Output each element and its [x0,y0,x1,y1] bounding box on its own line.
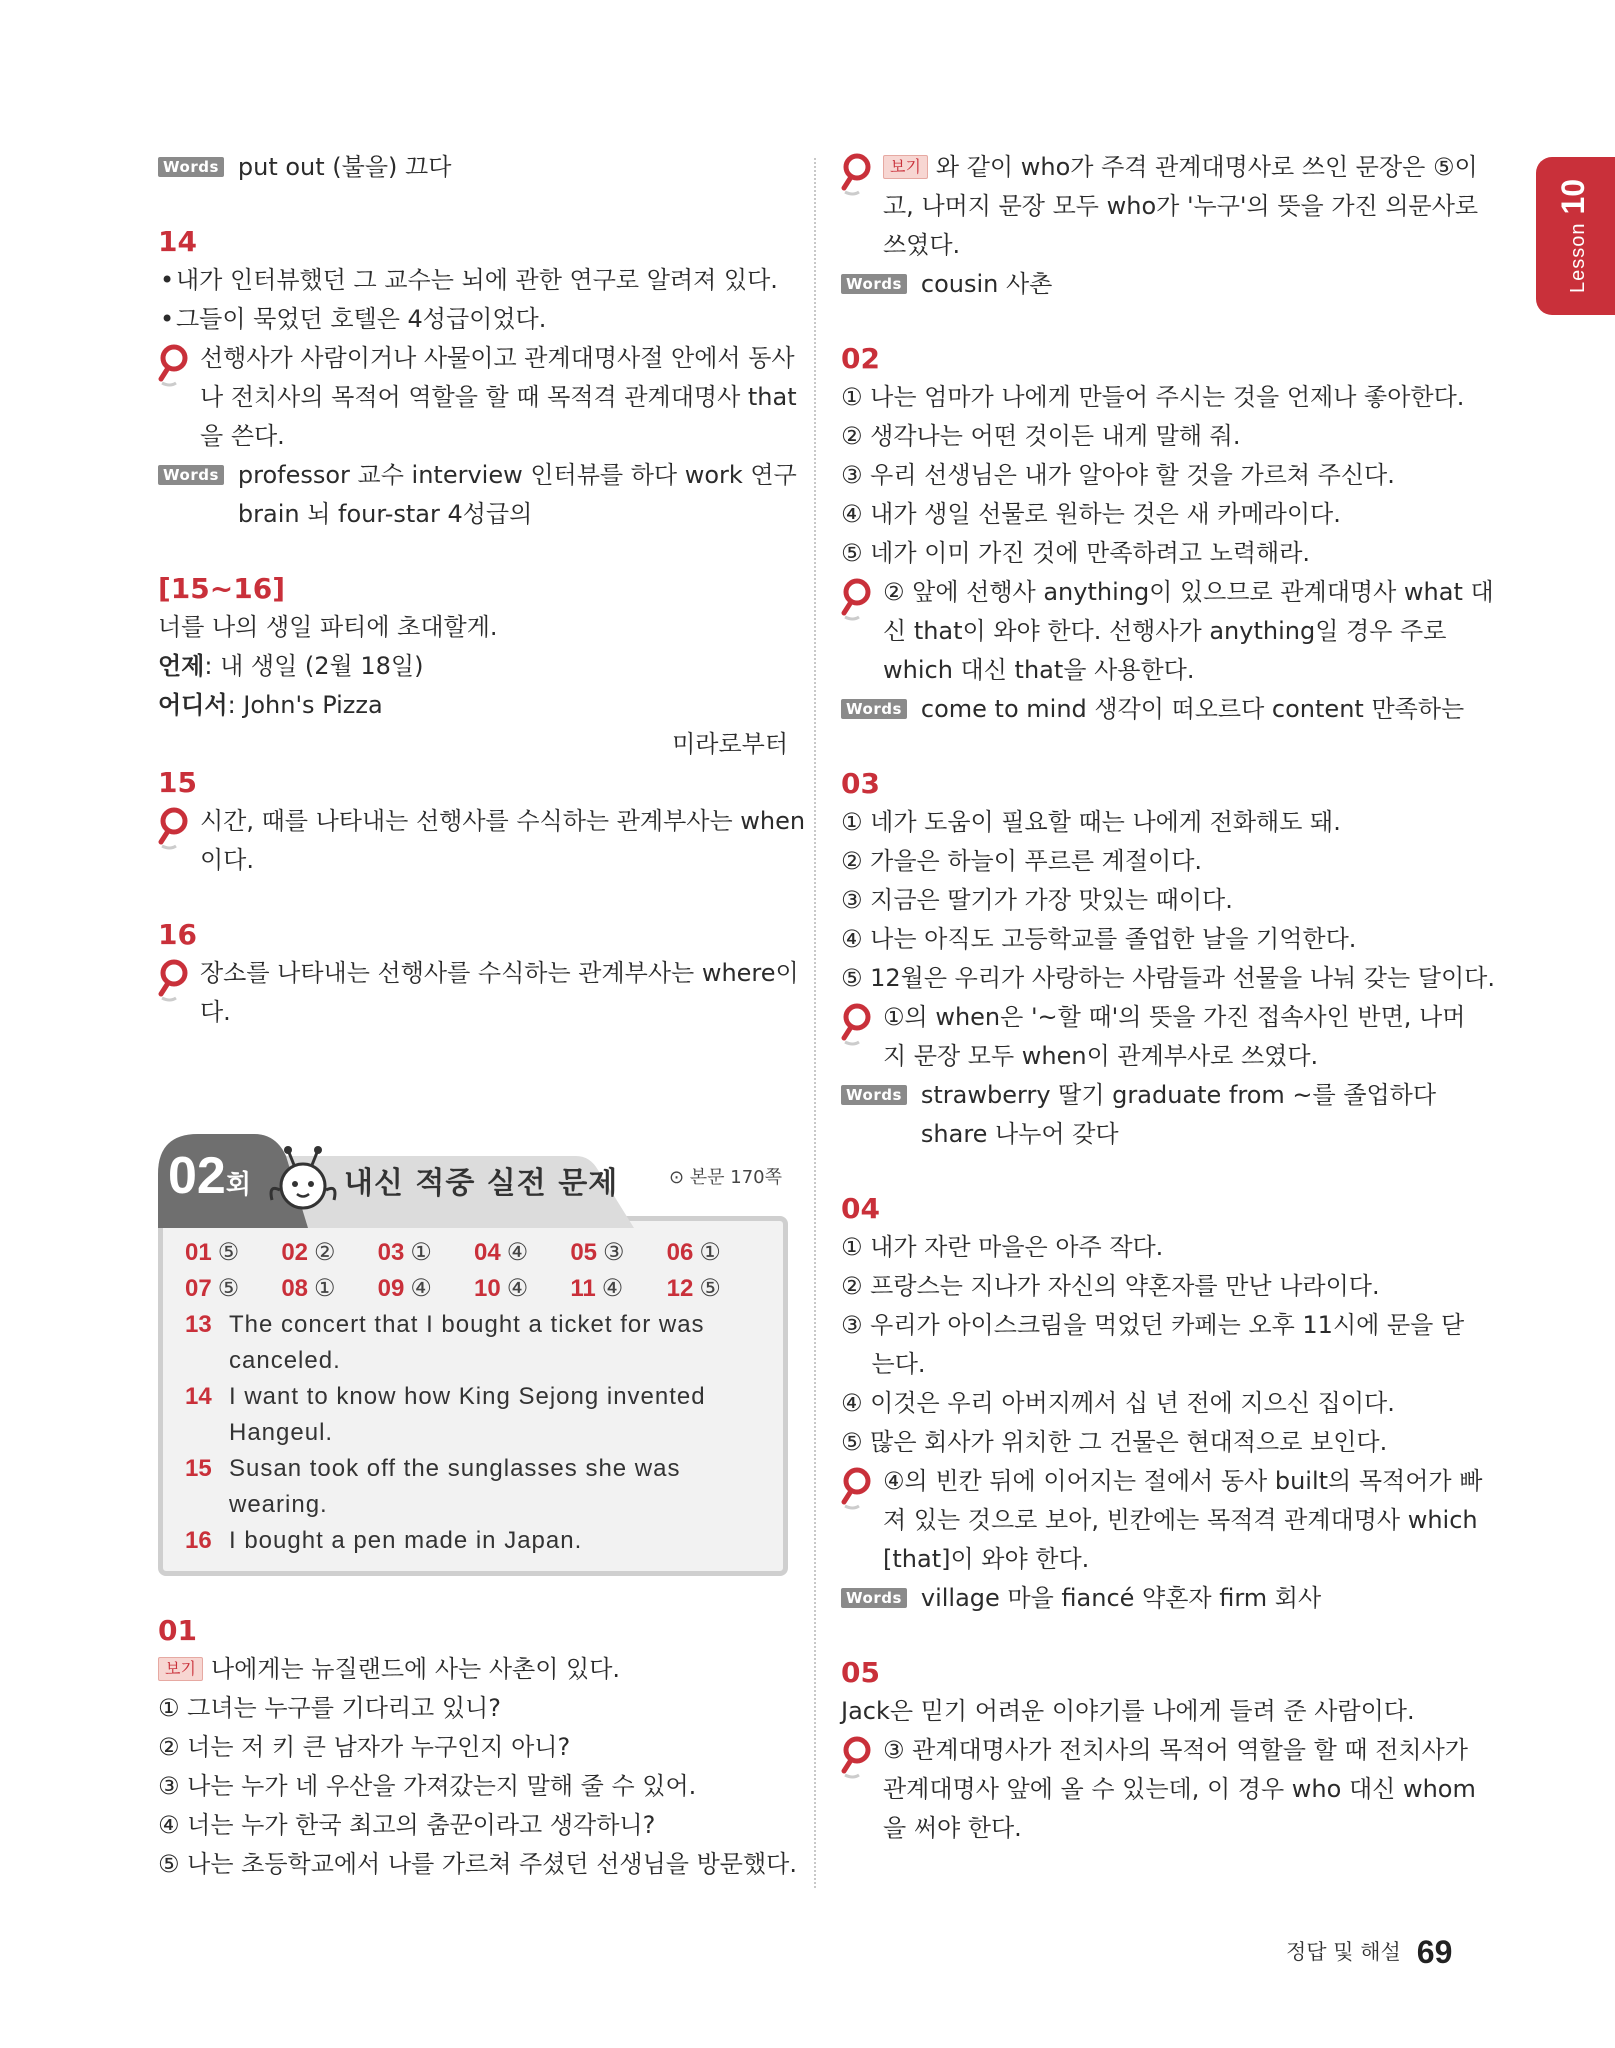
explanation-line: 지 문장 모두 when이 관계부사로 쓰였다. [883,1042,1319,1070]
choice-item: ④ 이것은 우리 아버지께서 십 년 전에 지으신 집이다. [841,1389,1395,1417]
page-ref-text: 본문 170쪽 [689,1167,782,1188]
bullet: • 내가 인터뷰했던 그 교수는 뇌에 관한 연구로 알려져 있다. [158,261,788,300]
explanation-line: 져 있는 것으로 보아, 빈칸에는 목적격 관계대명사 which [883,1506,1478,1534]
explanation-line: 쓰였다. [883,231,961,259]
choice-item: 는다. [841,1350,926,1378]
words-line: brain 뇌 four-star 4성급의 [237,500,533,528]
answer-cell: 06 ① [666,1239,721,1266]
page-number: 69 [1416,1934,1453,1970]
magnifier-icon [158,806,194,852]
section-header [158,1134,788,1228]
choice-item: ② 생각나는 어떤 것이든 내게 말해 줘. [841,422,1241,450]
where-label: 어디서 [158,691,228,719]
right-column [841,148,1495,1848]
choice-item: ① 나는 엄마가 나에게 만들어 주시는 것을 언제나 좋아한다. [841,383,1465,411]
explanation-line: which 대신 that을 사용한다. [883,656,1195,684]
choice-item: ③ 지금은 딸기가 가장 맛있는 때이다. [841,886,1233,914]
answer-cell: 03 ① [377,1239,432,1266]
section-title: 내신 적중 실전 문제 [344,1166,619,1201]
explanation [158,802,806,880]
magnifier-icon [841,1735,877,1781]
choice-item: ⑤ 많은 회사가 위치한 그 건물은 현대적으로 보인다. [841,1428,1388,1456]
answer-cell: 05 ③ [570,1239,625,1266]
explanation-line: 이다. [200,846,254,874]
words-line: share 나누어 갖다 [920,1120,1119,1148]
answer-long: 13 The concert that I bought a ticket for was canceled. [185,1311,705,1374]
answer-cell: 04 ④ [474,1239,529,1266]
explanation [158,954,799,1032]
choice-item: ⑤ 12월은 우리가 사랑하는 사람들과 선물을 나눠 갖는 달이다. [841,964,1495,992]
words-line: village 마을 fiancé 약혼자 firm 회사 [920,1584,1322,1612]
explanation-line: 다. [200,998,231,1026]
choice-item: ③ 우리가 아이스크림을 먹었던 카페는 오후 11시에 문을 닫 [841,1311,1465,1339]
question-number-03: 03 [841,767,880,800]
explanation-line: [that]이 와야 한다. [883,1545,1090,1573]
page-ref-icon: ⊙ [668,1167,690,1188]
question-number-14: 14 [158,225,197,258]
explanation [841,998,1473,1076]
left-column [158,148,806,1884]
words-tag: Words [841,1588,907,1608]
magnifier-icon [841,577,877,623]
explanation-line: ③ 관계대명사가 전치사의 목적어 역할을 할 때 전치사가 [883,1736,1468,1764]
explanation-line: 을 써야 한다. [883,1814,1022,1842]
explanation [841,148,1479,265]
words-tag: Words [158,465,224,485]
words-row [158,456,797,534]
round-suffix: 회 [225,1169,251,1199]
choice-item: ③ 나는 누가 네 우산을 가져갔는지 말해 줄 수 있어. [158,1772,697,1800]
question-number-01: 01 [158,1614,197,1647]
answer-cell: 12 ⑤ [666,1275,721,1302]
answer-cell: 07 ⑤ [185,1275,240,1302]
lesson-tab [1536,157,1615,315]
explanation-line: 선행사가 사람이거나 사물이고 관계대명사절 안에서 동사 [200,344,795,372]
explanation-line: 장소를 나타내는 선행사를 수식하는 관계부사는 where이 [200,959,799,987]
question-number-05: 05 [841,1656,880,1689]
bogi-line [158,1650,788,1689]
words-row [841,690,1473,729]
bogi-tag: 보기 [158,1657,203,1681]
question-number-16: 16 [158,918,197,951]
choice-item: ③ 우리 선생님은 내가 알아야 할 것을 가르쳐 주신다. [841,461,1395,489]
explanation [841,1731,1476,1848]
words-tag: Words [841,699,907,719]
explanation-line: 신 that이 와야 한다. 선행사가 anything일 경우 주로 [883,617,1447,645]
words-tag: Words [841,1085,907,1105]
answer-long: 14 I want to know how King Sejong invented Hangeul. [185,1383,706,1446]
round-number [168,1146,251,1214]
when-label: 언제 [158,652,205,680]
answer-cell: 01 ⑤ [185,1239,240,1266]
bogi-tag: 보기 [883,155,928,179]
answer-cell: 09 ④ [377,1275,432,1302]
magnifier-icon [158,958,194,1004]
question-number-15-16: [15~16] [158,572,285,605]
invite-line: 너를 나의 생일 파티에 초대할게. [158,613,498,641]
explanation-line: 시간, 때를 나타내는 선행사를 수식하는 관계부사는 when [200,807,806,835]
answer-long: 16 I bought a pen made in Japan. [185,1527,583,1554]
explanation [841,573,1494,690]
words-line: strawberry 딸기 graduate from ~를 졸업하다 [920,1081,1437,1109]
where-line [158,686,788,725]
magnifier-icon [158,343,194,389]
words-line: come to mind 생각이 떠오르다 content 만족하는 [920,695,1465,723]
words-tag: Words [158,157,224,177]
lesson-word: Lesson [1566,222,1589,294]
explanation-line: ①의 when은 '~할 때'의 뜻을 가진 접속사인 반면, 나머 [883,1003,1466,1031]
choice-item: ② 너는 저 키 큰 남자가 누구인지 아니? [158,1733,571,1761]
answer-box [158,1216,788,1576]
sign-line: 미라로부터 [672,730,788,758]
answer-long: 15 Susan took off the sunglasses she was wearing. [185,1455,681,1518]
page-reference [669,1164,782,1192]
answer-cell: 10 ④ [474,1275,529,1302]
question-number-15: 15 [158,766,197,799]
choice-item: ④ 나는 아직도 고등학교를 졸업한 날을 기억한다. [841,925,1357,953]
footer-text: 정답 및 해설 [1286,1940,1401,1964]
top-words [158,148,788,187]
choice-item: ④ 너는 누가 한국 최고의 춤꾼이라고 생각하니? [158,1811,656,1839]
choice-item: ① 네가 도움이 필요할 때는 나에게 전화해도 돼. [841,808,1341,836]
explanation-line: 보기 와 같이 who가 주격 관계대명사로 쓰인 문장은 ⑤이 [883,148,1473,187]
words-row [841,265,1473,304]
words-row [841,1579,1473,1618]
answer-grid [185,1235,763,1307]
choice-item: ② 프랑스는 지나가 자신의 약혼자를 만난 나라이다. [841,1272,1380,1300]
explanation-line: 나 전치사의 목적어 역할을 할 때 목적격 관계대명사 that [200,383,797,411]
explanation-line: ④의 빈칸 뒤에 이어지는 절에서 동사 built의 목적어가 빠 [883,1467,1483,1495]
when-value: : 내 생일 (2월 18일) [204,652,424,680]
explanation [841,1462,1483,1579]
words-tag: Words [841,274,907,294]
answer-cell: 11 ④ [570,1275,624,1302]
lesson-number: 10 [1554,178,1591,215]
where-value: : John's Pizza [227,691,383,719]
bee-mascot-icon [266,1144,340,1214]
sentence-line: Jack은 믿기 어려운 이야기를 나에게 들려 준 사람이다. [841,1697,1415,1725]
words-line: cousin 사촌 [920,270,1053,298]
explanation-line: 고, 나머지 문장 모두 who가 '누구'의 뜻을 가진 의문사로 [883,192,1479,220]
magnifier-icon [841,1466,877,1512]
explanation-line: 관계대명사 앞에 올 수 있는데, 이 경우 who 대신 whom [883,1775,1476,1803]
magnifier-icon [841,152,877,198]
answer-cell: 02 ② [281,1239,336,1266]
answer-cell: 08 ① [281,1275,336,1302]
question-number-02: 02 [841,342,880,375]
choice-item: ① 그녀는 누구를 기다리고 있니? [158,1694,501,1722]
choice-item: ⑤ 네가 이미 가진 것에 만족하려고 노력해라. [841,539,1311,567]
bullet: • 그들이 묵었던 호텔은 4성급이었다. [158,300,788,339]
explanation-line: ② 앞에 선행사 anything이 있으므로 관계대명사 what 대 [883,578,1494,606]
question-number-04: 04 [841,1192,880,1225]
bogi-text: 나에게는 뉴질랜드에 사는 사촌이 있다. [210,1655,621,1683]
choice-item: ① 내가 자란 마을은 아주 작다. [841,1233,1164,1261]
magnifier-icon [841,1002,877,1048]
page-footer [1286,1933,1452,1975]
column-divider [814,158,816,1888]
choice-item: ② 가을은 하늘이 푸르른 계절이다. [841,847,1203,875]
explanation-line: 을 쓴다. [200,422,285,450]
choice-item: ④ 내가 생일 선물로 원하는 것은 새 카메라이다. [841,500,1341,528]
choice-item: ⑤ 나는 초등학교에서 나를 가르쳐 주셨던 선생님을 방문했다. [158,1850,797,1878]
words-text: put out (불을) 끄다 [237,153,452,181]
words-row [841,1076,1473,1154]
explanation [158,339,797,456]
when-line [158,647,788,686]
round-digits: 02 [168,1147,226,1205]
words-line: professor 교수 interview 인터뷰를 하다 work 연구 [237,461,797,489]
